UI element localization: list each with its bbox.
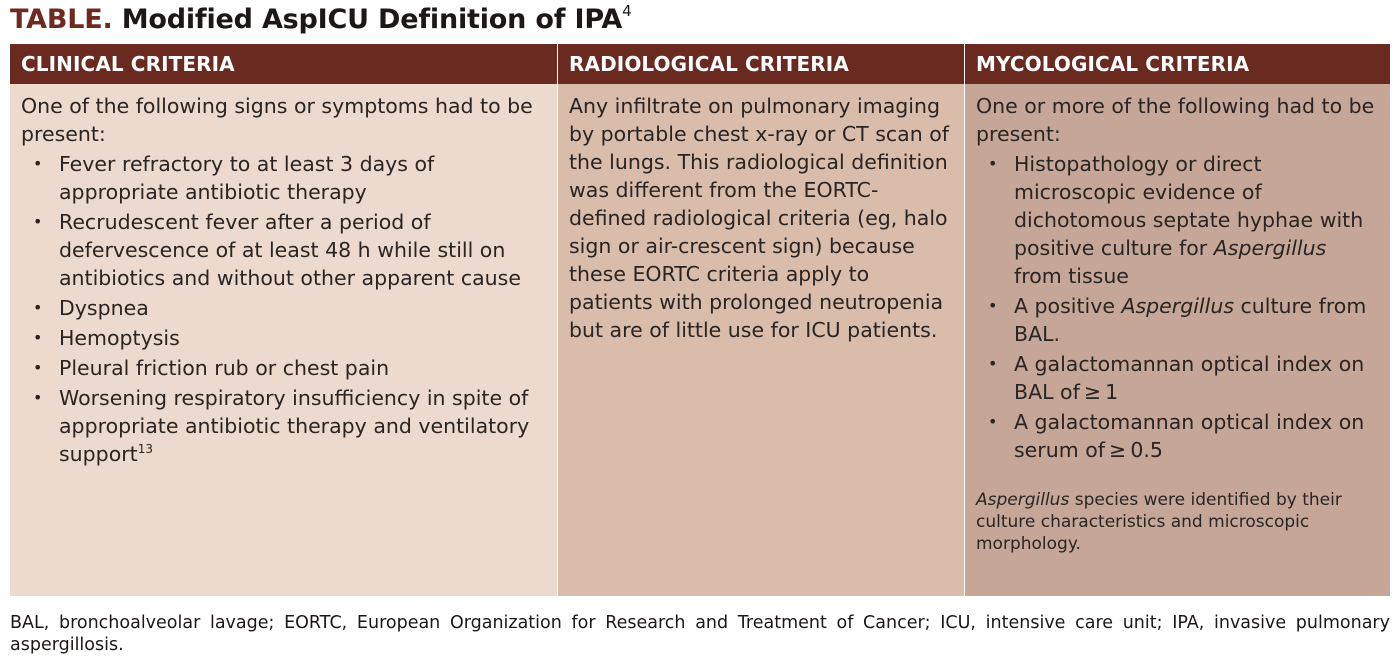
bullet-icon: •: [33, 154, 43, 173]
list-item: • A positive Aspergillus culture from BAL.: [988, 294, 1367, 346]
radiological-criteria-cell: [557, 84, 965, 596]
bullet-icon: •: [33, 328, 43, 347]
italic-genus: Aspergillus: [976, 490, 1070, 510]
column-header-radiological: RADIOLOGICAL CRITERIA: [557, 44, 965, 84]
column-header-clinical: CLINICAL CRITERIA: [10, 44, 557, 84]
bullet-icon: •: [988, 412, 998, 431]
mycological-list: [976, 150, 1380, 464]
table-label: TABLE.: [10, 4, 113, 35]
column-header-mycological: MYCOLOGICAL CRITERIA: [965, 44, 1390, 84]
bullet-icon: •: [33, 212, 43, 231]
italic-genus: Aspergillus: [1213, 236, 1327, 260]
mycological-criteria-cell: [965, 84, 1390, 596]
list-item: • A galactomannan optical index on BAL of ≥ 1: [988, 352, 1365, 404]
table-footnote: BAL, bronchoalveolar lavage; EORTC, European Organization for Research and Treatment of Cancer; ICU, intensive care unit; IPA, invasive pulmonary aspergillosis.: [10, 613, 1390, 655]
bullet-icon: •: [988, 354, 998, 373]
list-item: • Recrudescent fever after a period of defervescence of at least 48 h while still on antibiotics and without other apparent cause: [33, 210, 521, 290]
list-item: • Worsening respiratory insufficiency in spite of appropriate antibiotic therapy and ventilatory support$^{13}$: [33, 386, 530, 466]
mycological-note: Aspergillus species were identified by their culture characteristics and microscopic morphology.: [976, 490, 1342, 554]
bullet-icon: •: [988, 296, 998, 315]
table-title-text: Modified AspICU Definition of IPA: [121, 4, 623, 35]
clinical-criteria-cell: [10, 84, 557, 596]
list-item: • Histopathology or direct microscopic evidence of dichotomous septate hyphae with positive culture for Aspergillus from tissue: [988, 152, 1364, 288]
title-reference: 4: [622, 2, 632, 20]
list-item: • Hemoptysis: [33, 326, 180, 350]
reference-superscript: 13: [137, 442, 153, 457]
clinical-intro: One of the following signs or symptoms had to be present:: [21, 94, 533, 146]
criteria-table: [10, 44, 1390, 596]
bullet-icon: •: [33, 358, 43, 377]
list-item: • Pleural friction rub or chest pain: [33, 356, 390, 380]
table-title: [10, 4, 631, 35]
bullet-icon: •: [33, 388, 43, 407]
mycological-intro: One or more of the following had to be present:: [976, 94, 1375, 146]
radiological-text: Any infiltrate on pulmonary imaging by portable chest x-ray or CT scan of the lungs. This radiological definition was different from the EORTC-defined radiological criteria (eg, halo sign or air-crescent sign) because these EORTC criteria apply to patients with prolonged neutropenia but are of little use for ICU patients.: [569, 94, 949, 342]
italic-genus: Aspergillus: [1121, 294, 1234, 318]
list-item: • Dyspnea: [33, 296, 149, 320]
list-item: • A galactomannan optical index on serum of ≥ 0.5: [988, 410, 1365, 462]
list-item: • Fever refractory to at least 3 days of appropriate antibiotic therapy: [33, 152, 435, 204]
bullet-icon: •: [988, 154, 998, 173]
bullet-icon: •: [33, 298, 43, 317]
clinical-list: [21, 150, 547, 468]
